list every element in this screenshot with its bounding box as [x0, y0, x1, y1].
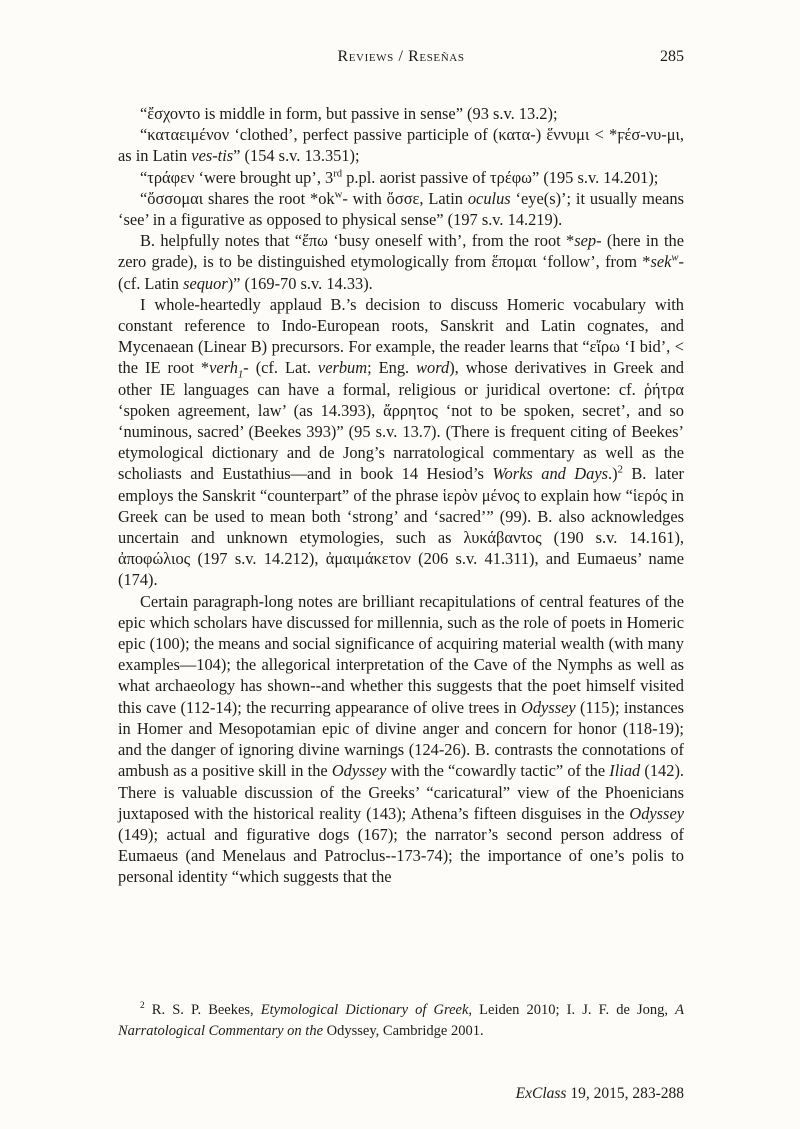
- text-run: , Leiden 2010; I. J. F. de Jong,: [468, 1002, 676, 1018]
- text-run: Odyssey: [331, 761, 387, 781]
- text-run: -: [243, 358, 249, 378]
- text-run: Odyssey: [521, 697, 576, 717]
- text-run: I whole-heartedly applaud B.’s decision to discuss Homeric vocabulary with constant reference to Indo-European roots, Sanskrit and Latin cognates, and Mycenaean (Linear B) precursors. For example, the reader learns that “εἴρω ‘I bid’, < the IE root *: [118, 294, 684, 378]
- text-run: .): [608, 464, 618, 484]
- text-run: p.pl. aorist passive of τρέφω” (195 s.v. 14.201);: [342, 167, 659, 187]
- text-run: sequor: [183, 273, 228, 293]
- text-run: “τράφεν ‘were brought up’, 3: [140, 167, 334, 187]
- text-run: 2: [140, 1001, 145, 1012]
- text-run: w: [671, 252, 679, 264]
- text-run: ; Eng.: [367, 358, 417, 378]
- paragraph: [118, 167, 684, 188]
- text-run: ‘eye(s)’; it usually means ‘see’ in a figurative as opposed to physical sense” (197 s.v. 14.219).: [118, 188, 684, 230]
- text-run: A Narratological Commentary on the: [118, 1002, 684, 1039]
- text-run: -: [678, 252, 684, 272]
- text-run: oculus: [467, 188, 511, 208]
- paragraph: [118, 103, 684, 124]
- text-run: (cf. Lat.: [248, 358, 318, 378]
- footnote: [118, 1000, 684, 1041]
- text-run: (cf. Latin: [118, 273, 184, 293]
- text-run: with the “cowardly tactic” of the: [386, 761, 610, 781]
- text-run: (115); instances in Homer and Mesopotamian epic of divine anger and concern for honor (118-19); and the danger of ignoring divine warnings (124-26). B. contrasts the connotations of ambush as a positive skill in the: [118, 697, 684, 781]
- text-run: B. helpfully notes that “ἕπω ‘busy oneself with’, from the root *: [140, 231, 575, 251]
- text-run: Etymological Dictionary of Greek: [260, 1002, 469, 1018]
- text-run: Certain paragraph-long notes are brilliant recapitulations of central features of the epic which scholars have discussed for millennia, such as the role of poets in Homeric epic (100); the means and social significance of acquiring material wealth (with many examples—104); the allegorical interpretation of the Cave of the Nymphs as well as what archaeology has shown--and whether this suggests that the poet himself visited this cave (112-14); the recurring appearance of olive trees in: [118, 591, 684, 717]
- text-run: 1: [237, 369, 244, 381]
- text-run: verh: [209, 358, 238, 378]
- text-run: rd: [333, 168, 343, 180]
- text-run: - with ὄσσε, Latin: [342, 188, 468, 208]
- running-head: [118, 48, 684, 68]
- paragraph: [118, 188, 684, 230]
- text-run: (149); actual and figurative dogs (167); the narrator’s second person address of Eumaeus (and Menelaus and Patroclus--173-74); the importance of one’s polis to personal identity “which suggests that the: [118, 824, 684, 887]
- text-run: ves-tis: [191, 146, 234, 166]
- footnote-text: [118, 1000, 684, 1041]
- text-run: Iliad: [609, 761, 641, 781]
- paragraph: [118, 294, 684, 591]
- text-run: R. S. P. Beekes,: [144, 1002, 261, 1018]
- journal-footer: [118, 1085, 684, 1103]
- paragraph: [118, 230, 684, 294]
- text-run: word: [416, 358, 450, 378]
- text-run: “ἔσχοντο is middle in form, but passive in sense” (93 s.v. 13.2);: [140, 104, 558, 123]
- text-run: “ὄσσομαι shares the root *ok: [140, 188, 335, 208]
- text-run: 19, 2015, 283-288: [566, 1085, 684, 1102]
- text-run: 2: [617, 464, 623, 476]
- text-run: Works and Days: [492, 464, 608, 484]
- text-run: Odyssey: [629, 803, 684, 823]
- text-run: ), whose derivatives in Greek and other IE languages can have a formal, religious or juridical overtone: cf. ῥήτρα ‘spoken agreement, law’ (as 14.393), ἄρρητος ‘not to be spoken, secret’, and so ‘numinous, sacred’ (Beekes 393)” (95 s.v. 13.7). (There is frequent citing of Beekes’ etymological dictionary and de Jong’s narratological commentary as well as the scholiasts and Eustathius—and in book 14 Hesiod’s: [118, 358, 684, 484]
- text-run: sep-: [574, 231, 602, 251]
- text-run: ExClass: [515, 1085, 567, 1102]
- text-run: sek: [650, 252, 672, 272]
- text-run: )” (169-70 s.v. 14.33).: [227, 273, 373, 293]
- body-text: [118, 103, 684, 888]
- text-run: (here in the zero grade), is to be distinguished etymologically from ἕπομαι ‘follow’, from *: [118, 231, 684, 272]
- text-run: verbum: [317, 358, 368, 378]
- text-run: (142). There is valuable discussion of the Greeks’ “caricatural” view of the Phoenicians juxtaposed with the historical reality (143); Athena’s fifteen disguises in the: [118, 761, 685, 823]
- page-number: 285: [660, 48, 684, 65]
- paragraph: [118, 591, 684, 888]
- text-run: “καταειμένον ‘clothed’, perfect passive participle of (κατα-) ἕννυμι < *ϝέσ-νυ-μι, as in Latin: [118, 125, 684, 166]
- text-run: Odyssey: [326, 1022, 376, 1039]
- text-run: B. later employs the Sanskrit “counterpart” of the phrase ἱερὸν μένος to explain how “ἱερός in Greek can be used to mean both ‘strong’ and ‘sacred’” (99). B. also acknowledges uncertain and unknown etymologies, such as λυκάβαντος (190 s.v. 14.161), ἀποφώλιος (197 s.v. 14.212), ἀμαιμάκετον (206 s.v. 41.311), and Eumaeus’ name (174).: [118, 464, 684, 590]
- text-run: w: [334, 189, 343, 201]
- text-run: , Cambridge 2001.: [375, 1022, 484, 1039]
- paragraph: [118, 124, 684, 166]
- text-run: ” (154 s.v. 13.351);: [233, 146, 360, 166]
- running-head-title: Reviews / Reseñas: [337, 48, 465, 65]
